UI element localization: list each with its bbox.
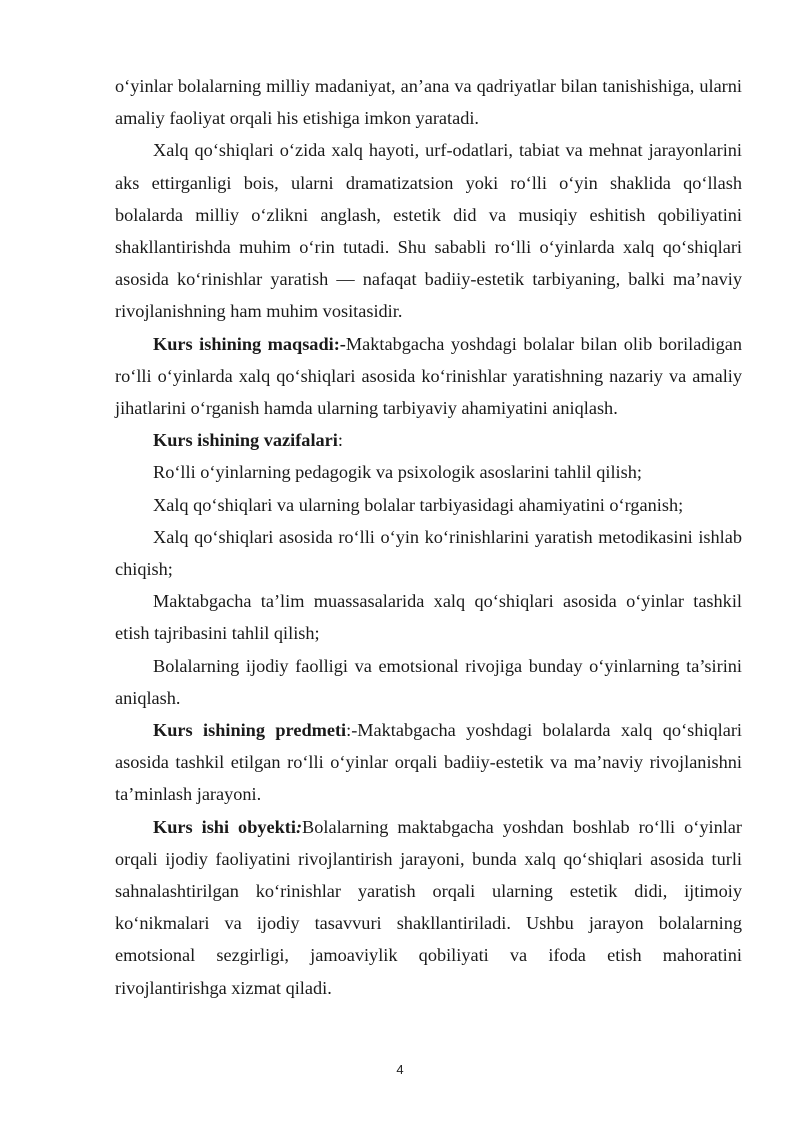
task-item: Maktabgacha ta’lim muassasalarida xalq qo‘shiqlari asosida o‘yinlar tashkil etish tajribasini tahlil qilish; — [115, 591, 742, 644]
subject-text: :-Maktabgacha yoshdagi bolalarda xalq qo‘shiqlari asosida tashkil etilgan ro‘lli o‘yinlar orqali badiiy-estetik va ma’naviy rivojlanishni ta’minlash jarayoni. — [115, 720, 742, 805]
tasks-colon: : — [337, 430, 343, 451]
goal-label: Kurs ishining maqsadi:- — [153, 333, 346, 354]
object-label: Kurs ishi obyekti — [153, 816, 296, 837]
object-colon: : — [295, 816, 303, 837]
paragraph-goal — [115, 328, 742, 425]
goal-text: Maktabgacha yoshdagi bolalar bilan olib boriladigan ro‘lli o‘yinlarda xalq qo‘shiqlari asosida ko‘rinishlar yaratishning nazariy va amaliy jihatlarini o‘rganish hamda ularning tarbiyaviy ahamiyatini aniqlash. — [115, 333, 742, 419]
paragraph-subject — [115, 714, 742, 811]
task-item: Xalq qo‘shiqlari asosida ro‘lli o‘yin ko‘rinishlarini yaratish metodikasini ishlab chiqish; — [115, 526, 742, 580]
body-text — [115, 70, 742, 1004]
task-item: Bolalarning ijodiy faolligi va emotsional rivojiga bunday o‘yinlarning ta’sirini aniqlash. — [115, 655, 742, 708]
task-item: Ro‘lli o‘yinlarning pedagogik va psixologik asoslarini tahlil qilish; — [153, 462, 642, 483]
paragraph-folk-songs: Xalq qo‘shiqlari o‘zida xalq hayoti, urf-odatlari, tabiat va mehnat jarayonlarini aks ettirganligi bois, ularni dramatizatsion yoki ro‘lli o‘yin shaklida qo‘llash bolalarda milliy o‘zlikni anglash, estetik did va musiqiy eshitish qobiliyatini shakllantirishda muhim o‘rin tutadi. Shu sababli ro‘lli o‘yinlarda xalq qo‘shiqlari asosida ko‘rinishlar yaratish — nafaqat badiiy-estetik tarbiyaning, balki ma’naviy rivojlanishning ham muhim vositasidir. — [115, 140, 742, 322]
page-number: 4 — [396, 1062, 404, 1077]
paragraph-object — [115, 811, 742, 1004]
subject-label: Kurs ishining predmeti — [153, 720, 347, 741]
task-item: Xalq qo‘shiqlari va ularning bolalar tarbiyasidagi ahamiyatini o‘rganish; — [153, 494, 684, 515]
tasks-label: Kurs ishining vazifalari — [153, 430, 338, 451]
object-text: Bolalarning maktabgacha yoshdan boshlab ro‘lli o‘yinlar orqali ijodiy faoliyatini rivojlantirish jarayoni, bunda xalq qo‘shiqlari asosida turli sahnalashtirilgan ko‘rinishlar yaratish orqali ularning estetik didi, ijtimoiy ko‘nikmalari va ijodiy tasavvuri shakllantiriladi. Ushbu jarayon bolalarning emotsional sezgirligi, jamoaviylik qobiliyati va ifoda etish mahoratini rivojlantirishga xizmat qiladi. — [115, 816, 742, 998]
paragraph-intro: o‘yinlar bolalarning milliy madaniyat, an’ana va qadriyatlar bilan tanishishiga, ularni amaliy faoliyat orqali his etishiga imkon yaratadi. — [115, 76, 742, 129]
paragraph-tasks-heading — [115, 424, 742, 456]
